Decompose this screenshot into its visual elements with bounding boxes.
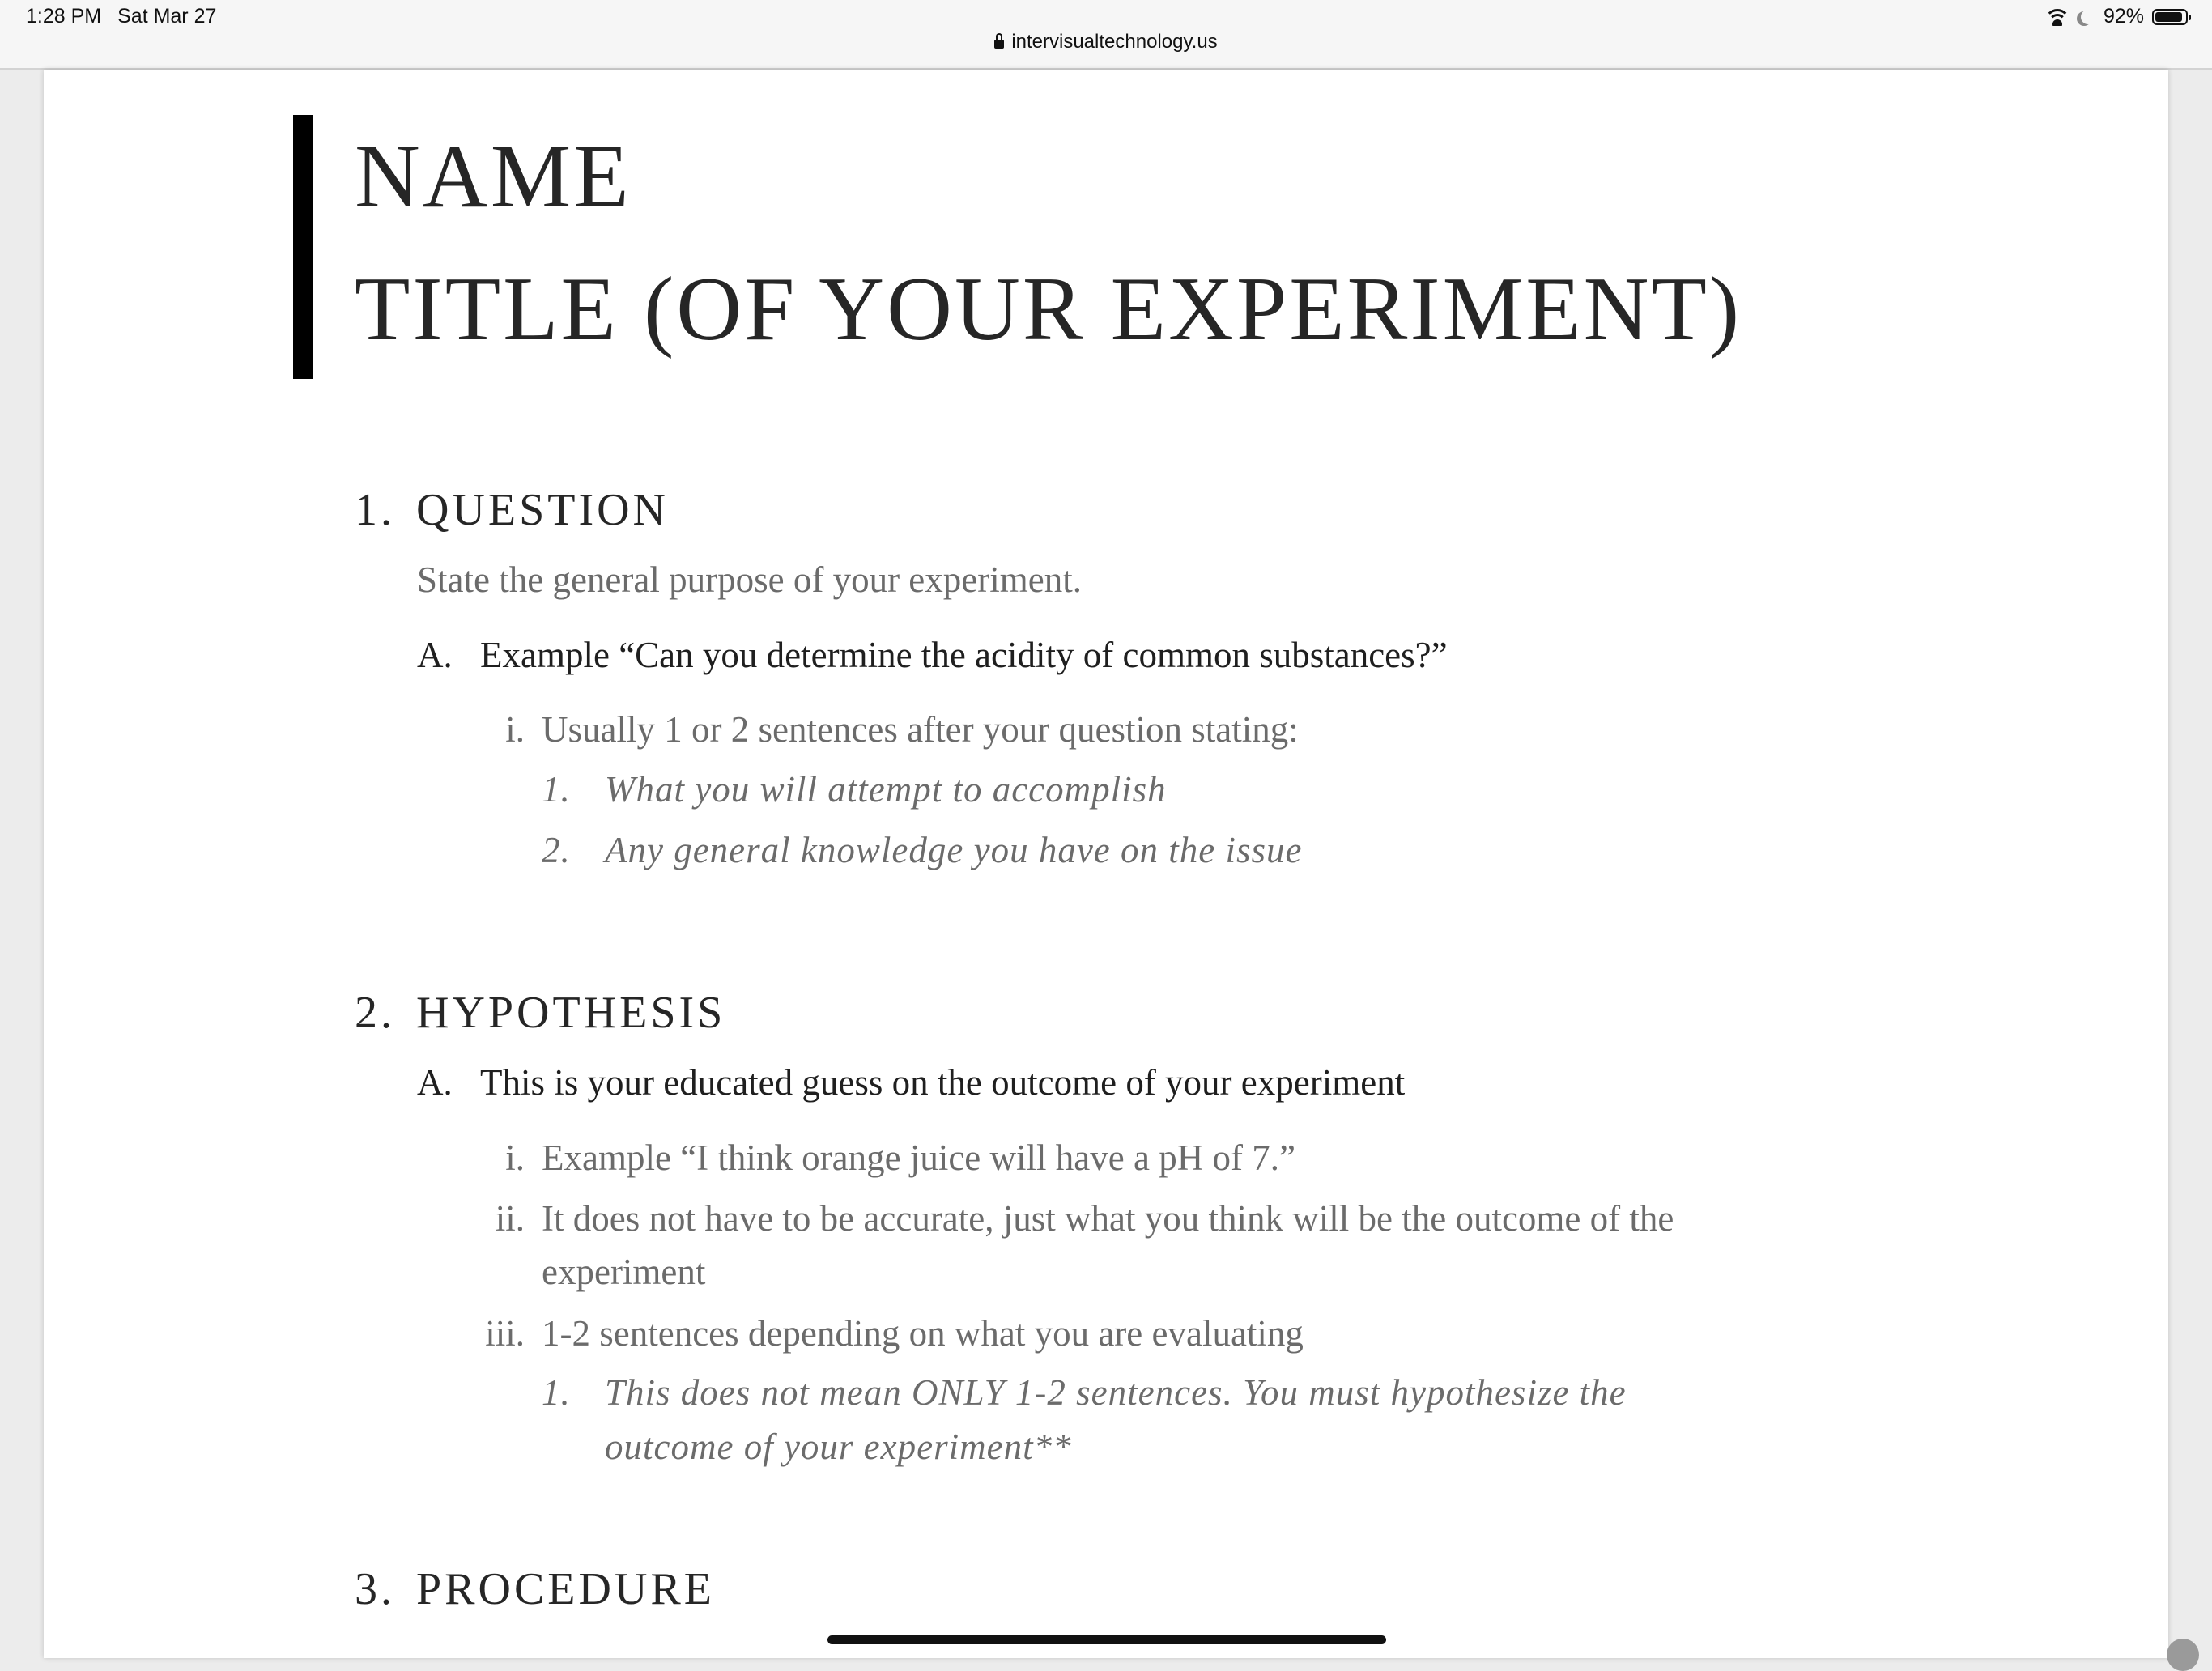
wifi-icon bbox=[2045, 8, 2069, 26]
section-number: 1. bbox=[355, 485, 395, 535]
document-page bbox=[44, 70, 2168, 1658]
list-marker: ii. bbox=[495, 1198, 525, 1239]
title-accent-bar bbox=[293, 115, 313, 379]
section-title: QUESTION bbox=[416, 485, 669, 535]
section-intro: State the general purpose of your experiment. bbox=[417, 559, 1082, 600]
list-marker: i. bbox=[505, 709, 525, 750]
list-item-text: Example “I think orange juice will have a pH of 7.” bbox=[542, 1137, 1295, 1178]
status-date: Sat Mar 27 bbox=[117, 5, 217, 28]
list-marker: iii. bbox=[485, 1313, 525, 1354]
list-item-text: It does not have to be accurate, just what you think will be the outcome of the bbox=[542, 1198, 1674, 1239]
battery-fill bbox=[2155, 12, 2182, 22]
home-indicator[interactable] bbox=[827, 1635, 1386, 1644]
scroll-indicator[interactable] bbox=[2167, 1639, 2199, 1671]
list-item-text: This is your educated guess on the outcome of your experiment bbox=[480, 1062, 1406, 1103]
section-title: PROCEDURE bbox=[416, 1564, 715, 1614]
document-title: TITLE (OF YOUR EXPERIMENT) bbox=[355, 259, 1742, 359]
url-text: intervisualtechnology.us bbox=[1011, 31, 1218, 53]
list-marker: A. bbox=[417, 635, 453, 675]
list-item-text: Example “Can you determine the acidity of common substances?” bbox=[480, 635, 1448, 675]
list-item-text: Any general knowledge you have on the issue bbox=[605, 830, 1303, 870]
battery-percent: 92% bbox=[2103, 5, 2144, 28]
list-marker: i. bbox=[505, 1137, 525, 1178]
list-item-text: 1-2 sentences depending on what you are evaluating bbox=[542, 1313, 1304, 1354]
list-item bbox=[542, 768, 1167, 810]
list-item-text: Usually 1 or 2 sentences after your question stating: bbox=[542, 709, 1299, 750]
section-number: 2. bbox=[355, 988, 395, 1038]
list-item bbox=[417, 634, 1448, 676]
list-item-text: What you will attempt to accomplish bbox=[605, 769, 1167, 810]
list-item bbox=[542, 829, 1303, 871]
list-item-text: This does not mean ONLY 1-2 sentences. You must hypothesize the bbox=[605, 1372, 1627, 1413]
section-heading-procedure bbox=[355, 1563, 715, 1615]
list-marker: 1. bbox=[542, 769, 571, 810]
lock-icon bbox=[994, 40, 1004, 49]
section-heading-question bbox=[355, 484, 669, 536]
list-item-continuation: experiment bbox=[542, 1252, 706, 1292]
status-indicators bbox=[2045, 5, 2188, 28]
status-time: 1:28 PM bbox=[26, 5, 102, 28]
list-item bbox=[417, 1061, 1405, 1103]
document-name: NAME bbox=[355, 126, 632, 227]
list-item bbox=[542, 1371, 1627, 1414]
list-marker: 2. bbox=[542, 830, 571, 870]
section-heading-hypothesis bbox=[355, 987, 725, 1039]
list-item-continuation: outcome of your experiment** bbox=[605, 1427, 1072, 1467]
battery-icon bbox=[2152, 9, 2188, 25]
status-time-date bbox=[26, 5, 216, 28]
section-title: HYPOTHESIS bbox=[416, 988, 726, 1038]
list-marker: 1. bbox=[542, 1372, 571, 1413]
section-number: 3. bbox=[355, 1564, 395, 1614]
do-not-disturb-icon bbox=[2081, 10, 2095, 24]
address-bar[interactable] bbox=[0, 31, 2212, 53]
list-marker: A. bbox=[417, 1062, 453, 1103]
status-bar bbox=[0, 0, 2212, 70]
